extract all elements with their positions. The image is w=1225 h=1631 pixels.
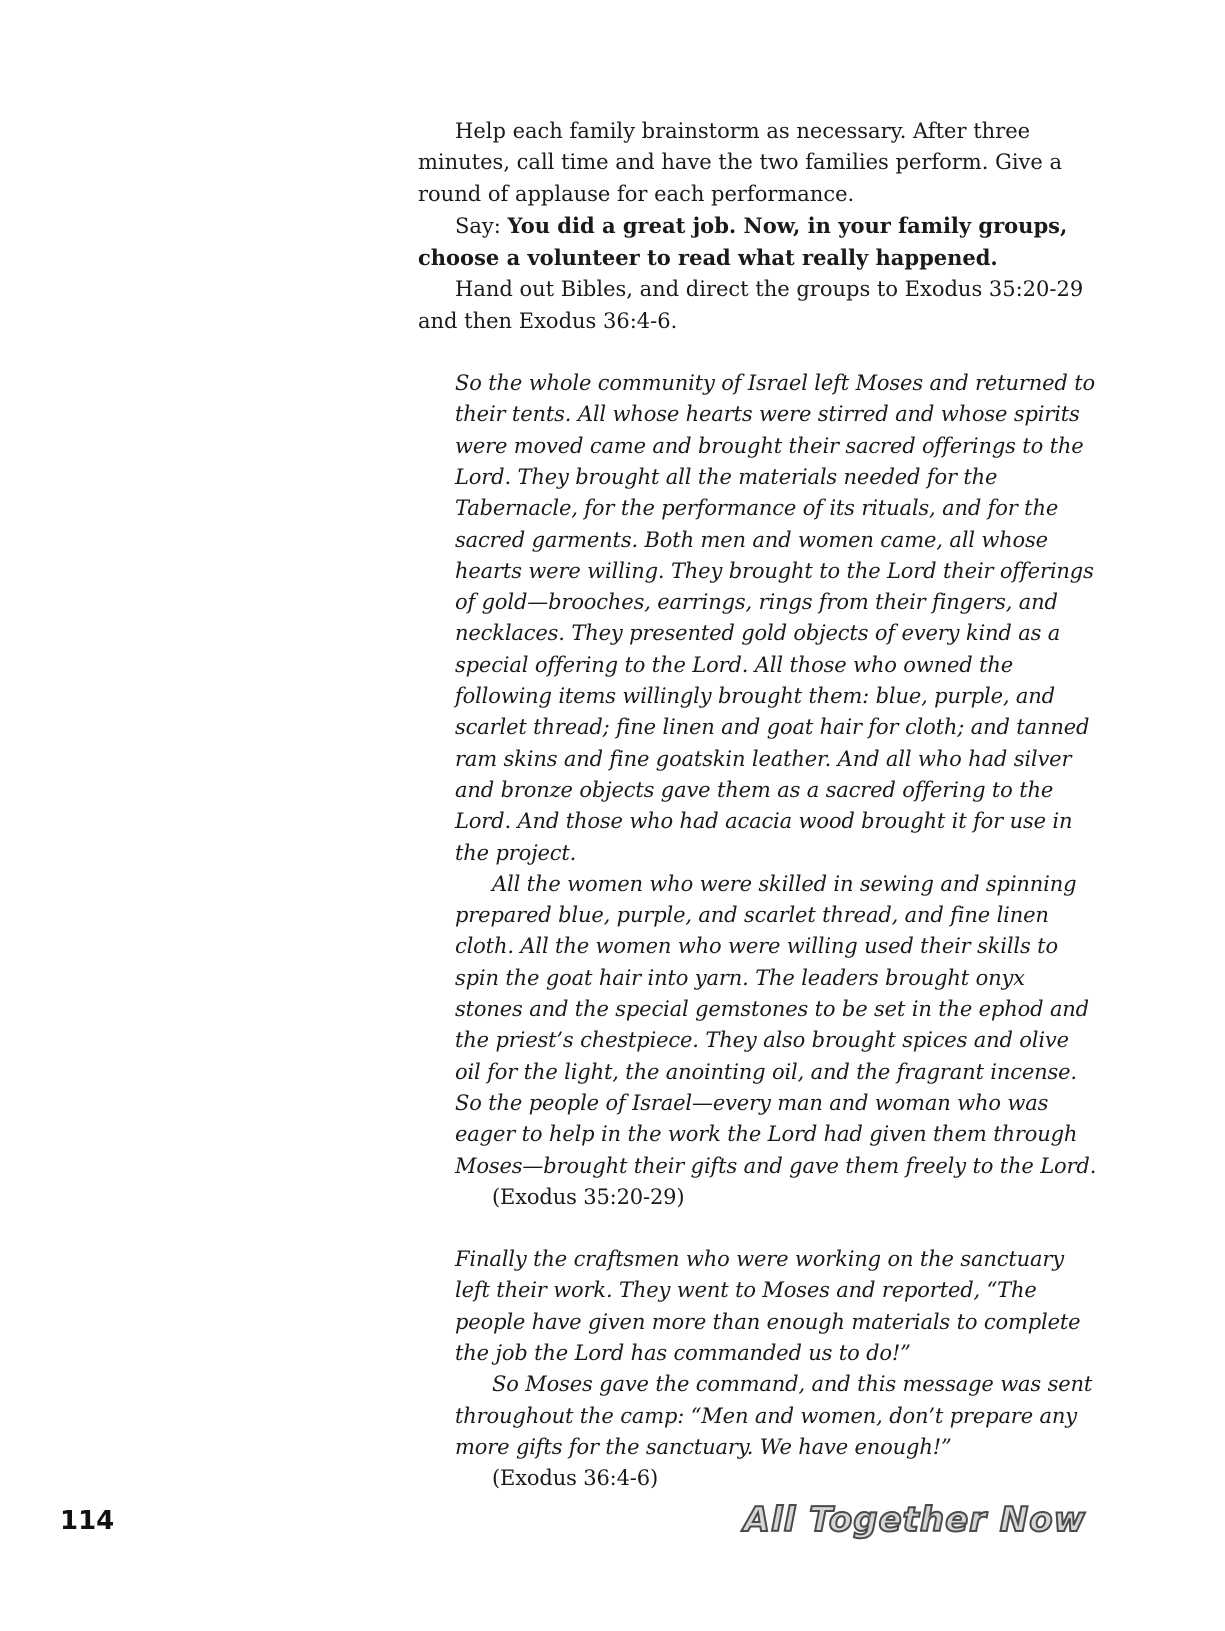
scripture-paragraph: So the whole community of Israel left Moses and returned to their tents. All whose hearts were stirred and whose spirits were moved came and brought their sacred offerings to the Lord. They brought all the materials needed for the Tabernacle, for the performance of its rituals, and for the sacred garments. Both men and women came, all whose hearts were willing. They brought to the Lord their offerings of gold—brooches, earrings, rings from their fingers, and necklaces. They presented gold objects of every kind as a special offering to the Lord. All those who owned the following items willingly brought them: blue, purple, and scarlet thread; fine linen and goat hair for cloth; and tanned ram skins and fine goatskin leather. And all who had silver and bronze objects gave them as a sacred offering to the Lord. And those who had acacia wood brought it for use in the project. bbox=[455, 371, 1096, 865]
scripture-paragraph: All the women who were skilled in sewing and spinning prepared blue, purple, and scarlet thread, and fine linen cloth. All the women who were willing used their skills to spin the goat hair into yarn. The leaders brought onyx stones and the special gemstones to be set in the ephod and the priest’s chestpiece. They also brought spices and olive oil for the light, the anointing oil, and the fragrant incense. So the people of Israel—every man and woman who was eager to help in the work the Lord had given them through Moses—brought their gifts and gave them freely to the Lord. bbox=[455, 871, 1097, 1178]
scripture-paragraph: So Moses gave the command, and this message was sent throughout the camp: “Men and women, don’t prepare any more gifts for the sanctuary. We have enough!” bbox=[455, 1372, 1093, 1459]
page-content bbox=[418, 116, 1098, 1494]
instructions bbox=[418, 116, 1098, 337]
instruction-paragraph: Help each family brainstorm as necessary. After three minutes, call time and have the two families perform. Give a round of applause for each performance. bbox=[418, 119, 1063, 206]
scripture-reference: (Exodus 35:20-29) bbox=[492, 1184, 685, 1209]
page-number: 114 bbox=[60, 1506, 115, 1536]
scripture-paragraph: Finally the craftsmen who were working on the sanctuary left their work. They went to Moses and reported, “The people have given more than enough materials to complete the job the Lord has commanded us to do!” bbox=[455, 1247, 1081, 1365]
scripture-passage-exodus-36 bbox=[455, 1244, 1098, 1494]
scripture-passage-exodus-35 bbox=[455, 368, 1098, 1213]
say-bold-text: You did a great job. Now, in your family groups, choose a volunteer to read what really happened. bbox=[418, 212, 1068, 271]
say-paragraph bbox=[418, 210, 1098, 275]
scripture-reference: (Exodus 36:4-6) bbox=[492, 1466, 658, 1491]
say-prefix: Say: bbox=[455, 213, 508, 238]
instruction-paragraph: Hand out Bibles, and direct the groups to Exodus 35:20-29 and then Exodus 36:4-6. bbox=[418, 277, 1084, 333]
book-title-logo: All Together Now bbox=[743, 1500, 1086, 1540]
